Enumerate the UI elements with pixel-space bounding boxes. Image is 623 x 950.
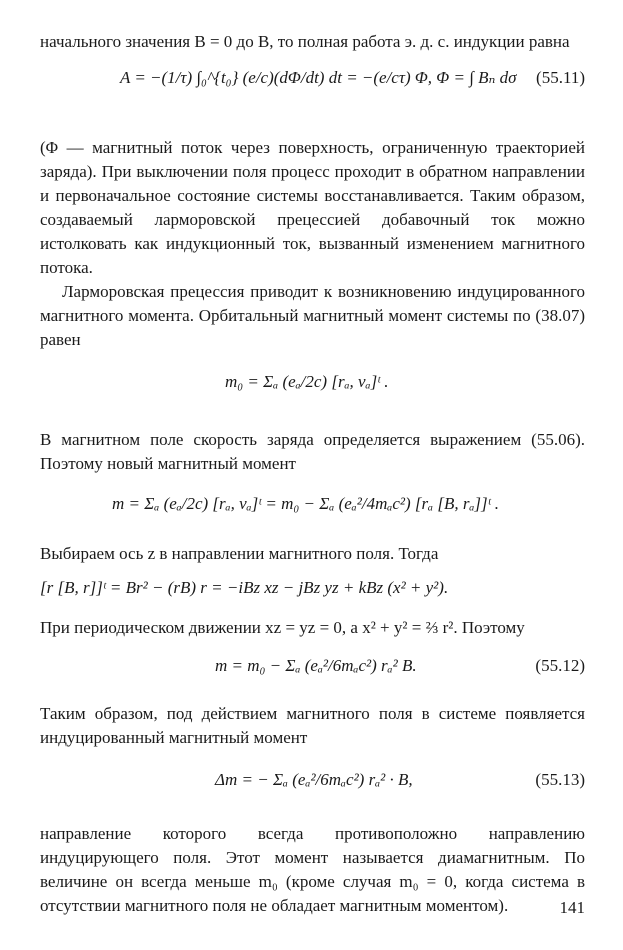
equation-55-13	[40, 750, 585, 822]
paragraph-larmor: Ларморовская прецессия приводит к возникновению индуцированного магнитного момента. Орбитальный магнитный момент системы по (38.07) равен	[40, 282, 585, 349]
equation-m0	[40, 352, 585, 428]
paragraph-induced: Таким образом, под действием магнитного поля в системе появляется индуцированный магнитный момент	[40, 704, 585, 747]
page-number: 141	[559, 898, 585, 917]
paragraph-diamagnetic: направление которого всегда противоположно направлению индуцирующего поля. Этот момент называется диамагнитным. По величине он всегда меньше m₀ (кроме случая m₀ = 0, когда система в отсутствии магнитного поля не обладает магнитным моментом).	[40, 824, 585, 915]
equation-triple-product	[40, 566, 585, 616]
paragraph-axis: Выбираем ось z в направлении магнитного поля. Тогда	[40, 544, 439, 563]
equation-expression: A = −(1/τ) ∫₀^{t₀} (e/c)(dΦ/dt) dt = −(e/cτ) Φ, Φ = ∫ Bₙ dσ	[120, 68, 517, 87]
paragraph-flux: (Φ — магнитный поток через поверхность, ограниченную траекторией заряда). При выключении поля процесс проходит в обратном направлении и первоначальное состояние системы восстанавливается. Таким образом, создаваемый ларморовской прецессией добавочный ток можно истолковать как индукционный ток, вызванный изменением магнитного потока.	[40, 138, 585, 277]
equation-expression: Δm = − Σₐ (eₐ²/6mₐc²) rₐ² · B,	[215, 770, 413, 789]
equation-number: (55.13)	[535, 770, 585, 789]
equation-55-12	[40, 640, 585, 702]
equation-number: (55.12)	[535, 656, 585, 675]
equation-expression: m = Σₐ (eₐ/2c) [rₐ, vₐ]ᵗ = m₀ − Σₐ (eₐ²/4mₐc²) [rₐ [B, rₐ]]ᵗ .	[112, 494, 500, 513]
equation-number: (55.11)	[536, 68, 585, 87]
equation-expression: m = m₀ − Σₐ (eₐ²/6mₐc²) rₐ² B.	[215, 656, 417, 675]
paragraph-periodic: При периодическом движении xz = yz = 0, а x² + y² = ⅔ r². Поэтому	[40, 618, 525, 637]
equation-expression: [r [B, r]]ᵗ = Br² − (rB) r = −iBz xz − jBz yz + kBz (x² + y²).	[40, 578, 449, 597]
paragraph-intro: начального значения B = 0 до B, то полная работа э. д. с. индукции равна	[40, 32, 570, 51]
equation-55-11	[40, 54, 585, 136]
page-content	[40, 30, 585, 918]
equation-expression: m₀ = Σₐ (eₐ/2c) [rₐ, vₐ]ᵗ .	[225, 372, 389, 391]
paragraph-velocity: В магнитном поле скорость заряда определяется выражением (55.06). Поэтому новый магнитный момент	[40, 430, 585, 473]
equation-new-moment	[40, 476, 585, 542]
